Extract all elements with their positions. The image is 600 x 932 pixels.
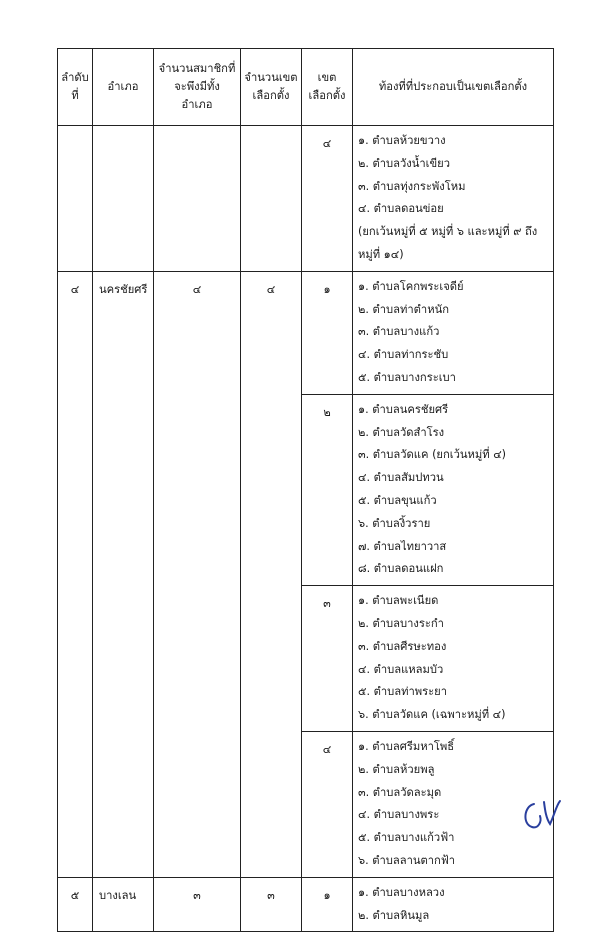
area-cell bbox=[353, 394, 554, 585]
list-item: ๕. ตำบลขุนแก้ว bbox=[358, 493, 437, 507]
col-area-header: ท้องที่ที่ประกอบเป็นเขตเลือกตั้ง bbox=[353, 49, 554, 126]
list-item: ๑. ตำบลโคกพระเจดีย์ bbox=[358, 279, 464, 293]
list-item: ๒. ตำบลวังน้ำเขียว bbox=[358, 156, 450, 170]
table-row bbox=[58, 271, 554, 394]
amphoe-cell: นครชัยศรี bbox=[93, 271, 154, 877]
area-cell bbox=[353, 586, 554, 732]
list-item: ๒. ตำบลบางระกำ bbox=[358, 616, 444, 630]
list-item: ๕. ตำบลท่าพระยา bbox=[358, 685, 447, 699]
list-item: ๑. ตำบลห้วยขวาง bbox=[358, 134, 446, 147]
zone-cell: ๓ bbox=[302, 586, 353, 732]
list-item: ๑. ตำบลนครชัยศรี bbox=[358, 402, 449, 416]
no-cell bbox=[58, 126, 93, 272]
list-item: ๓. ตำบลทุ่งกระพังโหม bbox=[358, 179, 466, 193]
list-item: ๕. ตำบลบางแก้วฟ้า bbox=[358, 831, 455, 845]
list-item: ๓. ตำบลวัดละมุด bbox=[358, 785, 442, 799]
members-cell bbox=[154, 126, 241, 272]
zone-cell: ๒ bbox=[302, 394, 353, 585]
count-cell: ๔ bbox=[241, 271, 302, 877]
list-item: ๕. ตำบลบางกระเบา bbox=[358, 370, 456, 384]
count-cell: ๓ bbox=[241, 877, 302, 932]
zone-cell: ๔ bbox=[302, 126, 353, 272]
list-item: ๘. ตำบลดอนแฝก bbox=[358, 562, 444, 576]
list-item: ๓. ตำบลบางแก้ว bbox=[358, 325, 440, 339]
list-item: (ยกเว้นหมู่ที่ ๕ หมู่ที่ ๖ และหมู่ที่ ๙ ถึง bbox=[358, 225, 538, 239]
list-item: ๖. ตำบลงิ้วราย bbox=[358, 516, 431, 530]
col-members-header: จำนวนสมาชิกที่ จะพึงมีทั้ง อำเภอ bbox=[154, 49, 241, 126]
no-cell: ๔ bbox=[58, 271, 93, 877]
list-item: ๔. ตำบลแหลมบัว bbox=[358, 662, 444, 676]
list-item: ๑. ตำบลบางหลวง bbox=[358, 885, 445, 899]
amphoe-cell bbox=[93, 126, 154, 272]
list-item: ๑. ตำบลพะเนียด bbox=[358, 594, 439, 608]
area-cell bbox=[353, 271, 554, 394]
header-row bbox=[58, 49, 554, 126]
area-cell bbox=[353, 877, 554, 932]
list-item: ๔. ตำบลสัมปทวน bbox=[358, 471, 444, 485]
list-item: ๒. ตำบลท่าตำหนัก bbox=[358, 302, 449, 316]
members-cell: ๓ bbox=[154, 877, 241, 932]
list-item: ๓. ตำบลวัดแค (ยกเว้นหมู่ที่ ๔) bbox=[358, 448, 507, 462]
amphoe-cell: บางเลน bbox=[93, 877, 154, 932]
list-item: ๖. ตำบลลานตากฟ้า bbox=[358, 853, 456, 867]
col-zone-header: เขต เลือกตั้ง bbox=[302, 49, 353, 126]
list-item: ๔. ตำบลท่ากระชับ bbox=[358, 348, 449, 362]
zone-cell: ๑ bbox=[302, 271, 353, 394]
list-item: ๑. ตำบลศรีมหาโพธิ์ bbox=[358, 739, 455, 753]
zone-cell: ๑ bbox=[302, 877, 353, 932]
table-row bbox=[58, 877, 554, 932]
initials-signature bbox=[520, 796, 564, 832]
col-count-header: จำนวนเขต เลือกตั้ง bbox=[241, 49, 302, 126]
col-amphoe-header: อำเภอ bbox=[93, 49, 154, 126]
table-row bbox=[58, 126, 554, 272]
list-item: ๒. ตำบลห้วยพลู bbox=[358, 762, 435, 776]
list-item: ๗. ตำบลไทยาวาส bbox=[358, 539, 447, 553]
list-item: หมู่ที่ ๑๔) bbox=[358, 247, 404, 261]
col-no-header: ลำดับ ที่ bbox=[58, 49, 93, 126]
area-cell bbox=[353, 126, 554, 272]
list-item: ๔. ตำบลดอนข่อย bbox=[358, 202, 444, 216]
no-cell: ๕ bbox=[58, 877, 93, 932]
zone-cell: ๔ bbox=[302, 731, 353, 877]
electoral-district-table bbox=[57, 48, 554, 932]
list-item: ๖. ตำบลวัดแค (เฉพาะหมู่ที่ ๔) bbox=[358, 708, 506, 722]
members-cell: ๔ bbox=[154, 271, 241, 877]
list-item: ๔. ตำบลบางพระ bbox=[358, 808, 440, 822]
list-item: ๒. ตำบลหินมูล bbox=[358, 908, 430, 922]
list-item: ๒. ตำบลวัดสำโรง bbox=[358, 425, 445, 439]
count-cell bbox=[241, 126, 302, 272]
list-item: ๓. ตำบลศีรษะทอง bbox=[358, 639, 447, 653]
